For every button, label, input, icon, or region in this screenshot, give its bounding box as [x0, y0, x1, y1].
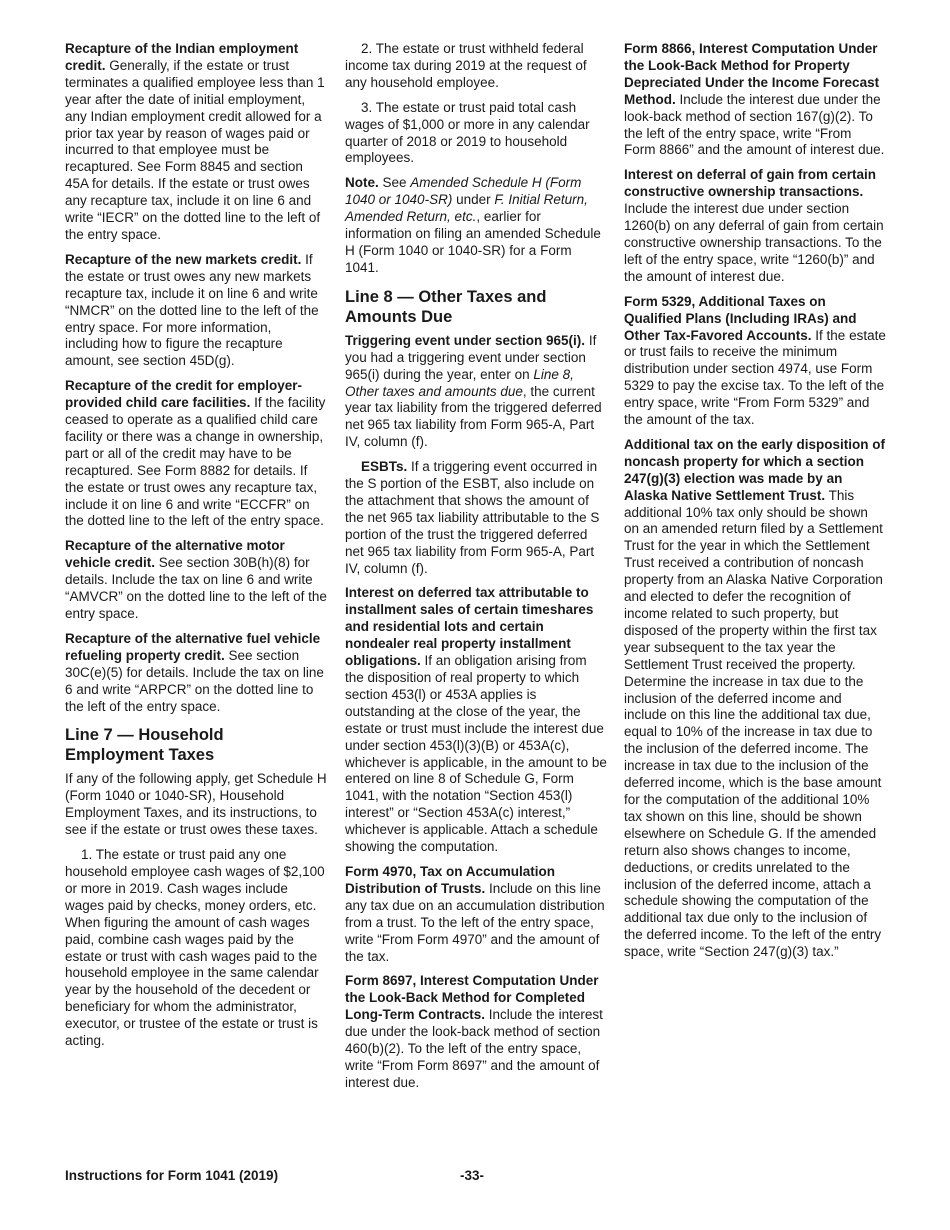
note-paragraph — [345, 175, 607, 276]
paragraph-heading: Additional tax on the early disposition of noncash property for which a section 247(g)(3) election was made by an Alaska Native Settlement Trust. — [624, 436, 886, 503]
paragraph-triggering-event — [345, 333, 607, 451]
column-right — [624, 41, 886, 969]
paragraph-esbts — [345, 459, 607, 577]
paragraph-heading: Recapture of the credit for employer-provided child care facilities. — [65, 378, 303, 411]
paragraph-body: This additional 10% tax only should be shown on an amended return filed by a Settlement Trust for the year in which the Settlement Trust received a contribution of noncash property from an Alaska Native Corporation and elected to defer the recognition of income related to such property, but disposed of the property within the first tax year subsequent to the tax year the Settlement Trust received the property. Determine the increase in tax due to the inclusion of the deferred income and include on this line the additional tax due, equal to 10% of the increase in tax due to the inclusion of the deferred income. The increase in tax due to the inclusion of the deferred income, which is the base amount for the computation of the additional 10% tax shown on this line, should be shown elsewhere on Schedule G. If the amended return also shows changes to income, deductions, or credits unrelated to the inclusion of the deferred income, attach a schedule showing the computation of the additional tax due only to the inclusion of the deferred income. To the left of the entry space, write “Section 247(g)(3) tax.” — [624, 487, 883, 960]
paragraph-schedule-h: If any of the following apply, get Schedule H (Form 1040 or 1040-SR), Household Employment Taxes, and its instructions, to see if the estate or trust owes these taxes. — [65, 771, 327, 838]
paragraph-refueling-property-credit — [65, 631, 327, 716]
list-item-3: 3. The estate or trust paid total cash wages of $1,000 or more in any calendar quarter of 2018 or 2019 to household employees. — [345, 99, 590, 166]
note-label: Note. — [345, 175, 379, 191]
paragraph-heading: Recapture of the alternative fuel vehicle refueling property credit. — [65, 630, 321, 663]
paragraph-installment-sales-interest — [345, 585, 607, 856]
paragraph-form-8697 — [345, 973, 607, 1091]
paragraph-alaska-settlement-trust — [624, 437, 886, 961]
column-middle — [345, 41, 607, 1100]
paragraph-body: Include the interest due under the look-back method of section 167(g)(2). To the left of the entry space, write “From Form 8866” and the amount of interest due. — [624, 91, 885, 158]
paragraph-body: Generally, if the estate or trust terminates a qualified employee less than 1 year after the date of initial employment, any Indian employment credit allowed for a prior tax year by reason of wages paid or incurred to that employee must be recaptured. See Form 8845 and section 45A for details. If the estate or trust owes any recapture tax, include it on line 6 and write “IECR” on the dotted line to the left of the entry space. — [65, 57, 325, 242]
footer-title: Instructions for Form 1041 (2019) — [65, 1168, 279, 1183]
paragraph-heading: Interest on deferral of gain from certain constructive ownership transactions. — [624, 167, 877, 200]
paragraph-body: If a triggering event occurred in the S portion of the ESBT, also include on the attachment that shows the amount of the net 965 tax liability attributable to the S portion of the trust the triggered deferred net 965 tax liability from Form 965-A, Part IV, column (f). — [345, 459, 600, 576]
paragraph-heading: Triggering event under section 965(i). — [345, 332, 586, 348]
paragraph-form-4970 — [345, 864, 607, 965]
column-left — [65, 41, 327, 1058]
paragraph-body: If you had a triggering event under section 965(i) during the year, enter on — [345, 332, 597, 382]
list-item-1: 1. The estate or trust paid any one household employee cash wages of $2,100 or more in 2019. Cash wages include wages paid by checks, money orders, etc. When figuring the amount of cash wages paid, combine cash wages paid by the estate or trust with cash wages paid to the household employee in the same calendar year by the household of the decedent or beneficiary for whom the administrator, executor, or trustee of the estate or trust is acting. — [65, 847, 325, 1049]
paragraph-child-care-credit — [65, 378, 327, 530]
paragraph-heading: Form 4970, Tax on Accumulation Distribution of Trusts. — [345, 863, 556, 896]
paragraph-heading: Form 8697, Interest Computation Under the Look-Back Method for Completed Long-Term Contracts. — [345, 973, 599, 1023]
paragraph-form-5329 — [624, 294, 886, 429]
paragraph-heading: Interest on deferred tax attributable to installment sales of certain timeshares and residential lots and certain nondealer real property installment obligations. — [345, 585, 594, 669]
paragraph-body: If an obligation arising from the disposition of real property to which section 453(l) or 453A applies is outstanding at the close of the year, the estate or trust must include the interest due under section 453(l)(3)(B) or 453A(c), whichever is applicable, in the amount to be entered on line 8 of Schedule G, Form 1041, with the notation “Section 453(l) interest” or “Section 453A(c) interest,” whichever is applicable. Attach a schedule showing the computation. — [345, 653, 607, 855]
paragraph-reference: Line 8, Other taxes and amounts due — [345, 366, 574, 399]
paragraph-body: See section 30B(h)(8) for details. Include the tax on line 6 and write “AMVCR” on the dotted line to the left of the entry space. — [65, 555, 327, 621]
paragraph-body: See section 30C(e)(5) for details. Include the tax on line 6 and write “ARPCR” on the dotted line to the left of the entry space. — [65, 647, 324, 714]
paragraph-heading: Form 5329, Additional Taxes on Qualified Plans (Including IRAs) and Other Tax-Favored Accounts. — [624, 293, 857, 343]
paragraph-heading: ESBTs. — [361, 459, 408, 475]
note-reference: F. Initial Return, Amended Return, etc. — [345, 192, 588, 225]
section-heading-line-7: Line 7 — Household Employment Taxes — [65, 726, 224, 765]
paragraph-heading: Recapture of the new markets credit. — [65, 251, 302, 267]
paragraph-heading: Form 8866, Interest Computation Under the Look-Back Method for Property Depreciated Under the Income Forecast Method. — [624, 41, 880, 107]
paragraph-body: Include the interest due under section 1260(b) on any deferral of gain from certain constructive ownership transactions. To the left of the entry space, write “1260(b)” and the amount of interest due. — [624, 201, 884, 284]
note-text: See — [378, 175, 411, 191]
note-text: under — [452, 192, 495, 208]
paragraph-heading: Recapture of the alternative motor vehicle credit. — [65, 538, 285, 571]
paragraph-body: If the estate or trust owes any new markets recapture tax, include it on line 6 and write “NMCR” on the dotted line to the left of the entry space. For more information, including how to figure the recapture amount, see section 45D(g). — [65, 251, 319, 369]
paragraph-new-markets-credit — [65, 252, 327, 370]
note-text: , earlier for information on filing an amended Schedule H (Form 1040 or 1040-SR) for a Form 1041. — [345, 209, 601, 275]
paragraph-heading: Recapture of the Indian employment credit. — [65, 41, 299, 73]
list-item-2: 2. The estate or trust withheld federal income tax during 2019 at the request of any household employee. — [345, 41, 587, 90]
paragraph-constructive-ownership — [624, 167, 886, 285]
page-number: -33- — [460, 1168, 485, 1183]
paragraph-body: Include the interest due under the look-back method of section 460(b)(2). To the left of the entry space, write “From Form 8697” and the amount of interest due. — [345, 1007, 603, 1090]
section-heading-line-8: Line 8 — Other Taxes and Amounts Due — [345, 287, 547, 326]
paragraph-motor-vehicle-credit — [65, 538, 327, 623]
paragraph-body: If the facility ceased to operate as a qualified child care facility or there was a change in ownership, part or all of the credit may have to be recaptured. See Form 8882 for details. If the estate or trust owes any recapture tax, include it on line 6 and write “ECCFR” on the dotted line to the left of the entry space. — [65, 395, 326, 529]
paragraph-indian-employment-credit — [65, 41, 327, 244]
paragraph-body: , the current year tax liability from the triggered deferred net 965 tax liability from Form 965-A, Part IV, column (f). — [345, 383, 602, 450]
paragraph-form-8866 — [624, 41, 886, 159]
paragraph-body: Include on this line any tax due on an accumulation distribution from a trust. To the left of the entry space, write “From Form 4970” and the amount of the tax. — [345, 880, 605, 964]
note-reference: Amended Schedule H (Form 1040 or 1040-SR) — [345, 175, 582, 208]
paragraph-body: If the estate or trust fails to receive the minimum distribution under section 4974, use Form 5329 to pay the excise tax. To the left of the entry space, write “From Form 5329” and the amount of the tax. — [624, 327, 886, 428]
